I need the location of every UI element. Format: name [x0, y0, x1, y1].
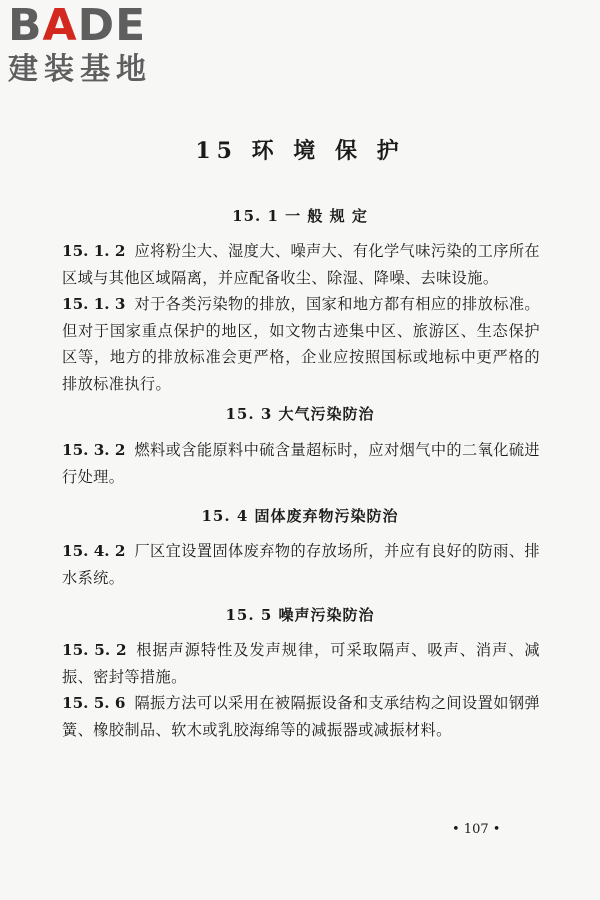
clause-text: 对于各类污染物的排放，国家和地方都有相应的排放标准。但对于国家重点保护的地区，如文物古迹集中区、旅游区、生态保护区等，地方的排放标准会更严格，企业应按照国标或地标中更严格的排放标准执行。	[62, 295, 541, 393]
section-heading-15-3: 15. 3 大气污染防治	[225, 405, 375, 423]
section-heading-15-4: 15. 4 固体废弃物污染防治	[201, 507, 399, 525]
clause-15-5-6	[62, 690, 540, 743]
section-heading-15-1: 15. 1 一 般 规 定	[232, 207, 368, 225]
clause-15-1-3	[62, 291, 540, 397]
logo-letters-de: DE	[77, 0, 147, 51]
section-heading-15-5: 15. 5 噪声污染防治	[225, 606, 375, 624]
clause-text: 厂区宜设置固体废弃物的存放场所，并应有良好的防雨、排水系统。	[62, 542, 541, 587]
logo-letter-b: B	[8, 0, 43, 51]
clause-15-1-2	[62, 238, 540, 291]
bade-logo	[8, 0, 178, 87]
clause-number: 15. 4. 2	[62, 542, 126, 560]
page-number: • 107 •	[452, 822, 501, 837]
clause-number: 15. 1. 3	[62, 295, 126, 313]
clause-number: 15. 1. 2	[62, 242, 126, 260]
chapter-title: 15 环 境 保 护	[195, 138, 405, 164]
clause-number: 15. 5. 6	[62, 694, 126, 712]
clause-15-4-2	[62, 538, 540, 591]
logo-letter-a: A	[42, 0, 78, 51]
clause-text: 隔振方法可以采用在被隔振设备和支承结构之间设置如钢弹簧、橡胶制品、软木或乳胶海绵等的减振器或减振材料。	[62, 694, 541, 739]
clause-text: 应将粉尘大、湿度大、噪声大、有化学气味污染的工序所在区域与其他区域隔离，并应配备收尘、除湿、降噪、去味设施。	[62, 242, 541, 287]
clause-number: 15. 3. 2	[62, 441, 126, 459]
clause-number: 15. 5. 2	[62, 641, 127, 659]
logo-wordmark	[8, 0, 178, 51]
clause-15-5-2	[62, 637, 540, 690]
clause-text: 根据声源特性及发声规律，可采取隔声、吸声、消声、减振、密封等措施。	[62, 641, 541, 686]
clause-text: 燃料或含能原料中硫含量超标时，应对烟气中的二氧化硫进行处理。	[62, 441, 541, 486]
clause-15-3-2	[62, 437, 540, 490]
logo-subtitle: 建装基地	[8, 52, 152, 87]
